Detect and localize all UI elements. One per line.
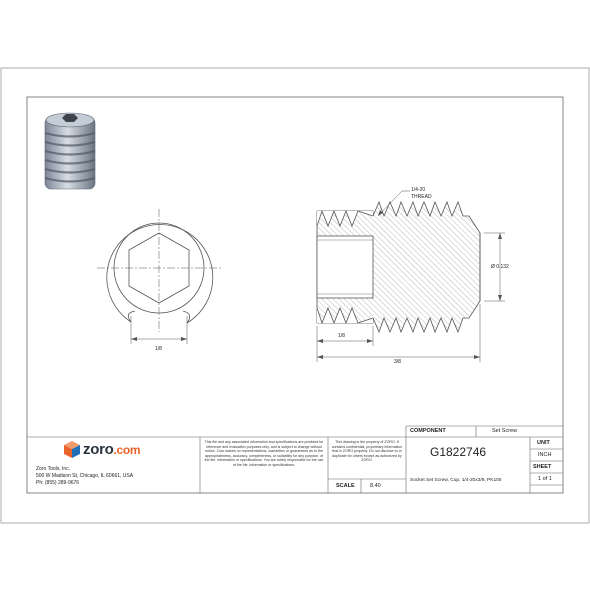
thread-size-label: 1/4-20: [411, 187, 426, 193]
component-label: COMPONENT: [410, 428, 446, 434]
company-phone: Ph: (855) 289-9676: [36, 480, 80, 486]
property-notice-text: This drawing is the property of ZORO. It contains confidential, proprietary information that is ZORO property. Do not disclose to or duplicate for others except as authorized by ZORO.: [331, 440, 403, 463]
brand-logo-suffix: .com: [113, 443, 141, 457]
sheet-label: SHEET: [533, 464, 552, 470]
unit-label: UNIT: [537, 440, 550, 446]
side-section-view: [317, 202, 480, 332]
brand-logo: [83, 441, 140, 458]
set-screw-3d-icon: [45, 113, 95, 189]
scale-label: SCALE: [336, 483, 355, 489]
drawing-frame: [27, 97, 563, 493]
hex-width-label: 1/8: [155, 346, 162, 352]
company-address: 500 W Madison St, Chicago, IL 60661, USA: [36, 473, 134, 479]
part-number: G1822746: [430, 445, 487, 459]
part-description: Socket Set Screw, Cup, 1/4-20x3/8, PK100: [410, 478, 502, 483]
diameter-label: Ø 0.132: [491, 264, 509, 270]
scale-value: 8.40: [370, 483, 381, 489]
component-value: Set Screw: [492, 428, 518, 434]
overall-length-label: 3/8: [394, 359, 401, 365]
thread-word-label: THREAD: [411, 194, 432, 200]
side-depth-label: 1/8: [338, 333, 345, 339]
zoro-logo-cube-icon: [64, 441, 80, 458]
unit-value: INCH: [538, 452, 552, 458]
brand-logo-text: zoro: [83, 441, 114, 458]
disclaimer-text: This file and any associated information and specifications are provided for reference and evaluation purposes only, and is subject to change without notice. Zoro makes no representations, warranties or guarantees as to the appropriateness, accuracy, completeness, or suitability for any purpose, of the file, information or specifications. You are solely responsible for the use of the file, information or specifications.: [204, 440, 324, 467]
company-name: Zoro Tools, Inc.: [36, 466, 71, 472]
sheet-value: 1 of 1: [538, 476, 552, 482]
end-view: [97, 209, 221, 344]
